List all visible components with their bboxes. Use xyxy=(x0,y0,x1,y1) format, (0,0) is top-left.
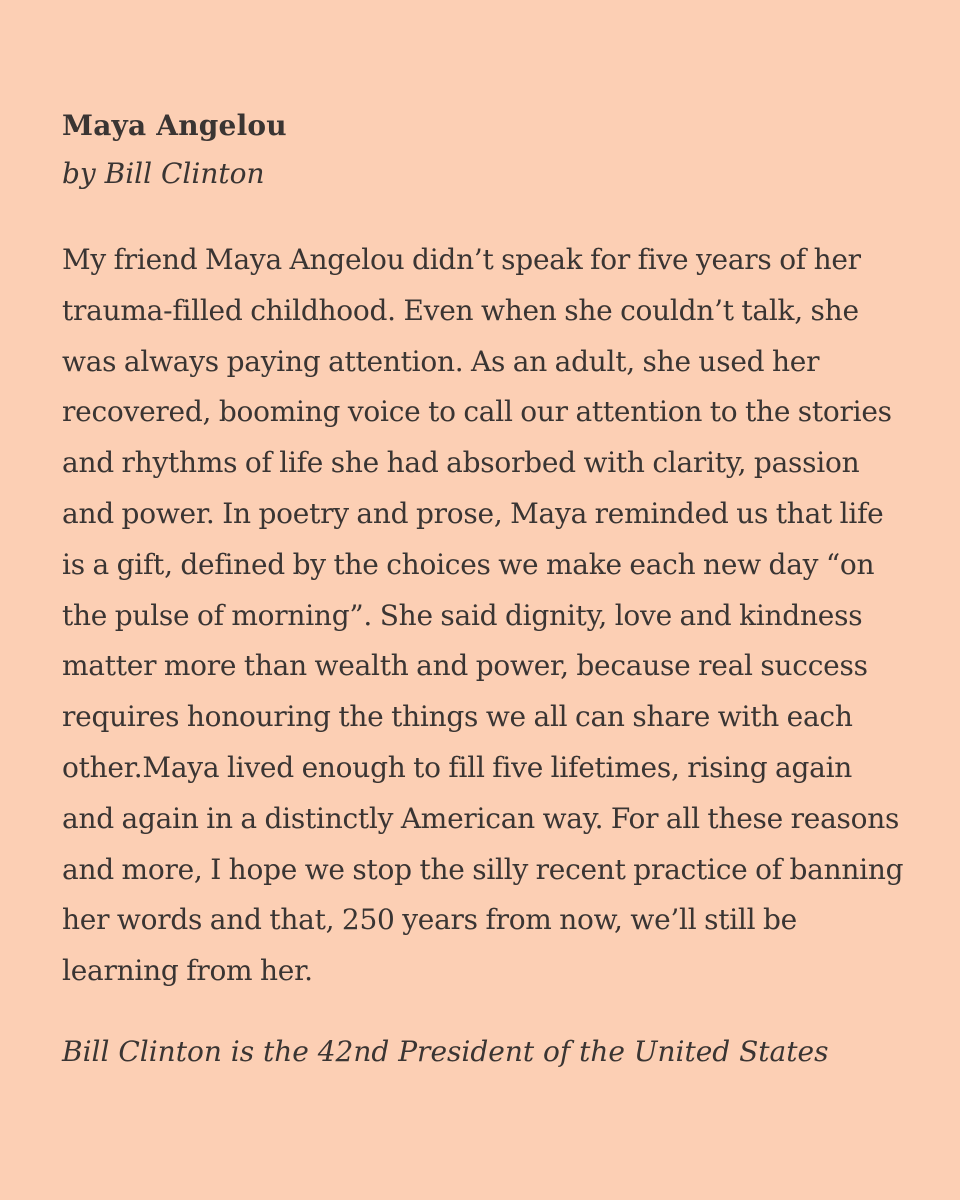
body-line: is a gift, defined by the choices we make each new day “on xyxy=(62,547,875,581)
body-line: requires honouring the things we all can share with each xyxy=(62,700,853,734)
body-line: and power. In poetry and prose, Maya reminded us that life xyxy=(62,496,884,530)
body-line: the pulse of morning”. She said dignity, love and kindness xyxy=(62,598,863,632)
body-line: learning from her. xyxy=(62,954,313,988)
body-line: and again in a distinctly American way. For all these reasons xyxy=(62,801,900,835)
body-line: other.Maya lived enough to fill five lifetimes, rising again xyxy=(62,750,853,784)
body-line: My friend Maya Angelou didn’t speak for five years of her xyxy=(62,243,861,276)
author-note: Bill Clinton is the 42nd President of the United States xyxy=(62,1034,829,1068)
article xyxy=(62,104,932,1074)
body-line: her words and that, 250 years from now, we’ll still be xyxy=(62,903,797,937)
article-title: Maya Angelou xyxy=(62,109,287,142)
body-line: trauma-filled childhood. Even when she couldn’t talk, she xyxy=(62,293,859,327)
body-line: matter more than wealth and power, because real success xyxy=(62,649,868,683)
body-line: recovered, booming voice to call our attention to the stories xyxy=(62,395,892,429)
body-line: and rhythms of life she had absorbed with clarity, passion xyxy=(62,446,860,480)
article-body xyxy=(62,235,932,997)
body-line: and more, I hope we stop the silly recent practice of banning xyxy=(62,852,904,886)
body-line: was always paying attention. As an adult, she used her xyxy=(62,344,820,378)
article-byline: by Bill Clinton xyxy=(62,157,265,190)
